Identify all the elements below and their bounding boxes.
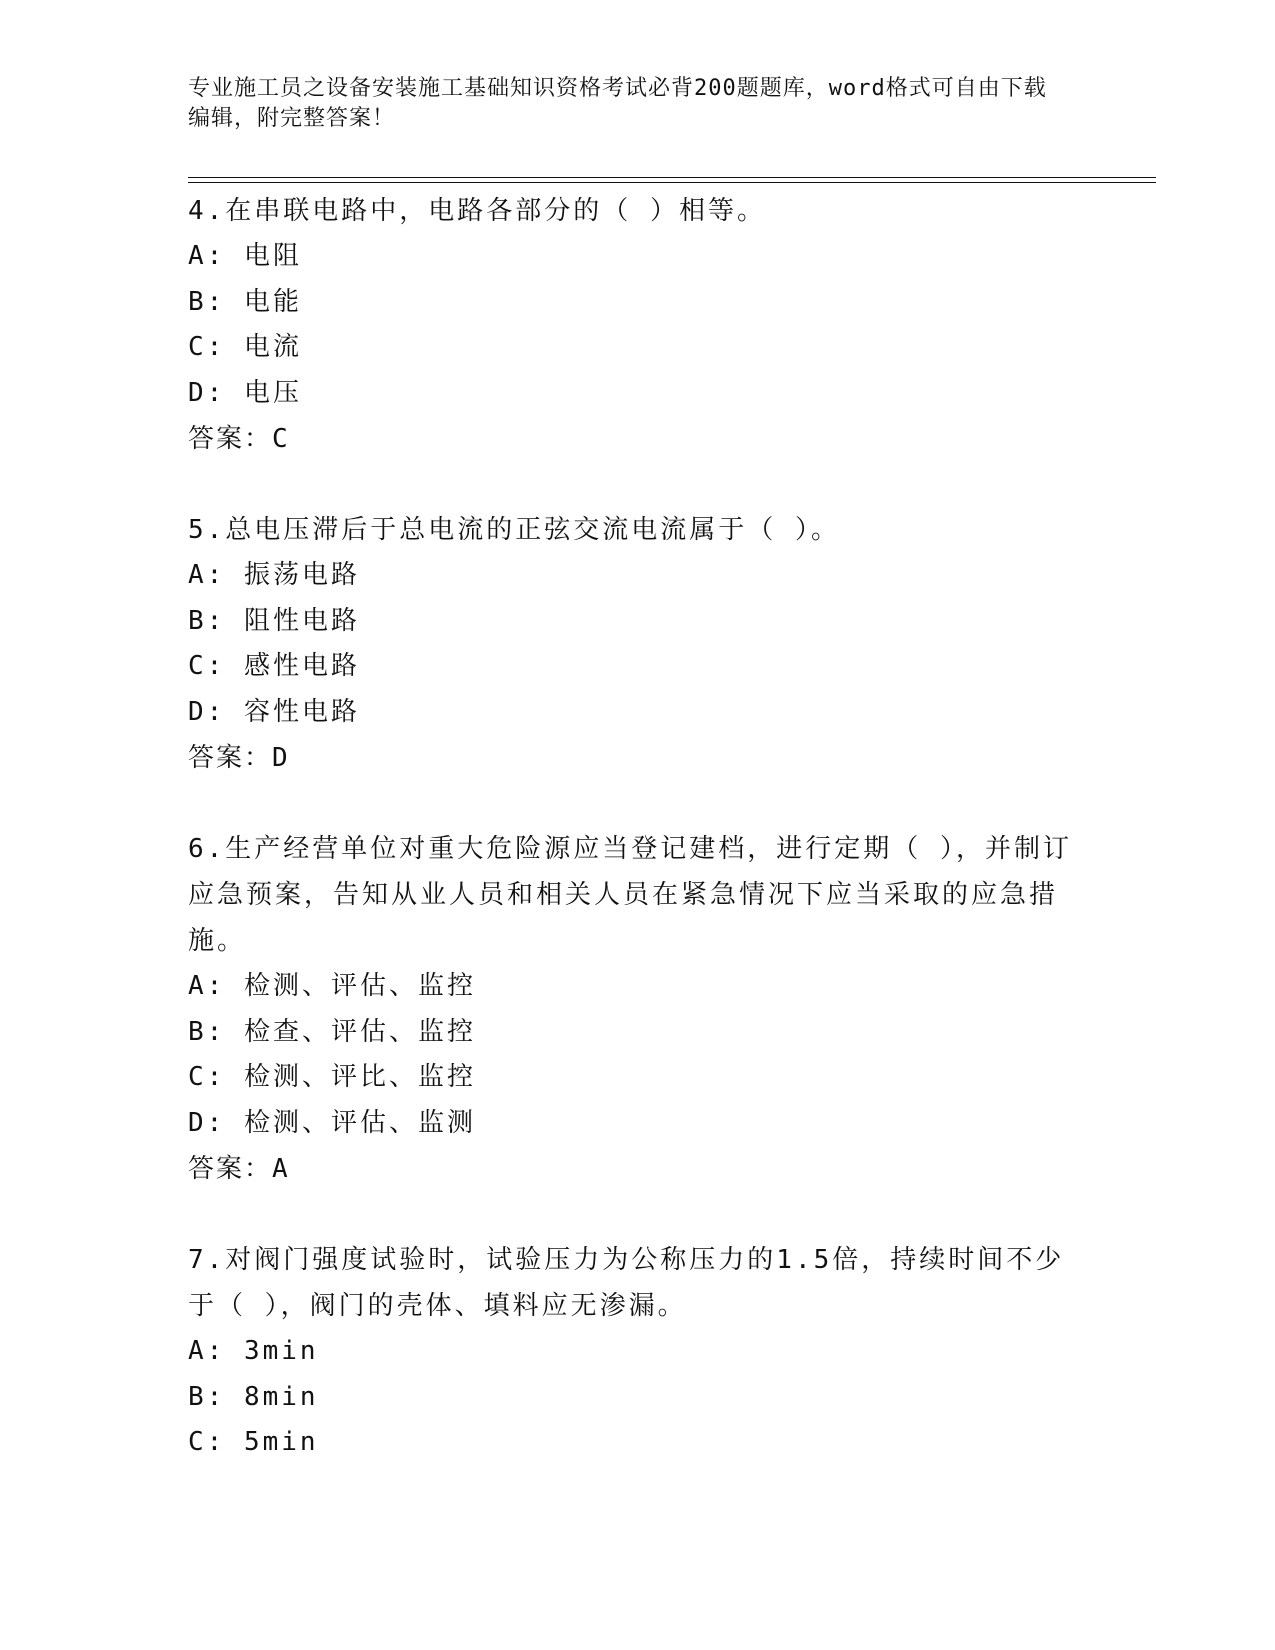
answer-line: 答案：C (188, 424, 290, 454)
option-a: A: 电阻 (188, 241, 302, 271)
question-5 (188, 507, 1088, 781)
option-c: C: 电流 (188, 332, 302, 362)
question-stem: 7.对阀门强度试验时，试验压力为公称压力的1.5倍，持续时间不少于（ ），阀门的壳体、填料应无渗漏。 (188, 1245, 1065, 1321)
option-c: C: 5min (188, 1427, 319, 1457)
option-b: B: 8min (188, 1381, 319, 1412)
question-list (188, 188, 1088, 1511)
question-stem: 4.在串联电路中，电路各部分的（ ）相等。 (188, 196, 766, 226)
question-7 (188, 1237, 1088, 1466)
answer-line: 答案：A (188, 1154, 290, 1184)
document-header (188, 74, 1068, 134)
option-a: A: 3min (188, 1336, 319, 1366)
option-a: A: 振荡电路 (188, 560, 360, 590)
option-c: C: 检测、评比、监控 (188, 1062, 476, 1092)
option-b: B: 阻性电路 (188, 605, 360, 636)
option-a: A: 检测、评估、监控 (188, 971, 476, 1001)
question-stem: 6.生产经营单位对重大危险源应当登记建档，进行定期（ ），并制订应急预案，告知从业人员和相关人员在紧急情况下应当采取的应急措施。 (188, 834, 1072, 956)
option-b: B: 检查、评估、监控 (188, 1016, 476, 1047)
answer-line: 答案：D (188, 743, 290, 773)
option-d: D: 检测、评估、监测 (188, 1107, 476, 1138)
option-d: D: 容性电路 (188, 696, 360, 727)
question-stem: 5.总电压滞后于总电流的正弦交流电流属于（ ）。 (188, 515, 840, 545)
option-b: B: 电能 (188, 286, 302, 317)
question-4 (188, 188, 1088, 462)
question-6 (188, 826, 1088, 1192)
header-rule-top (188, 177, 1156, 178)
option-c: C: 感性电路 (188, 651, 360, 681)
header-rule-bottom (188, 182, 1156, 183)
option-d: D: 电压 (188, 377, 302, 408)
header-text: 专业施工员之设备安装施工基础知识资格考试必背200题题库，word格式可自由下载编辑，附完整答案！ (188, 76, 1047, 131)
